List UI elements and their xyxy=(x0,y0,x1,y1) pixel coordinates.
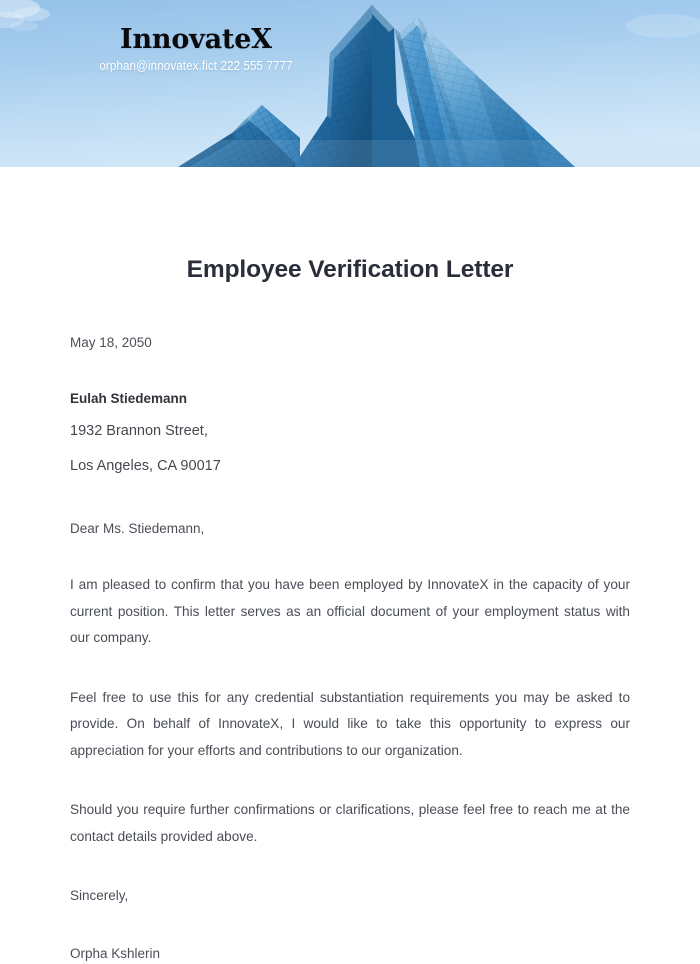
letter-body xyxy=(0,167,700,964)
closing-salutation: Sincerely, xyxy=(70,888,129,904)
company-contact-line: orphan@innovatex.fict 222 555 7777 xyxy=(99,59,293,74)
company-logo-block xyxy=(0,26,392,73)
recipient-block xyxy=(70,353,630,478)
recipient-address-line-2: Los Angeles, CA 90017 xyxy=(70,457,221,474)
body-paragraph-1: I am pleased to confirm that you have been employed by InnovateX in the capacity of your current position. This letter serves as an official document of your employment status with our company. xyxy=(70,577,630,646)
header-banner xyxy=(0,0,700,167)
body-paragraph-3: Should you require further confirmations or clarifications, please feel free to reach me at the contact details provided above. xyxy=(70,802,630,844)
salutation: Dear Ms. Stiedemann, xyxy=(70,521,205,537)
page-title: Employee Verification Letter xyxy=(186,256,514,283)
recipient-name: Eulah Stiedemann xyxy=(70,390,188,406)
signature-name: Orpha Kshlerin xyxy=(70,945,161,961)
body-paragraph-2: Feel free to use this for any credential substantiation requirements you may be asked to provide. On behalf of InnovateX, I would like to take this opportunity to express our appreciation for your efforts and contributions to our organization. xyxy=(70,689,630,758)
company-name: InnovateX xyxy=(120,24,272,55)
recipient-address-line-1: 1932 Brannon Street, xyxy=(70,423,208,440)
letter-date: May 18, 2050 xyxy=(70,334,152,350)
